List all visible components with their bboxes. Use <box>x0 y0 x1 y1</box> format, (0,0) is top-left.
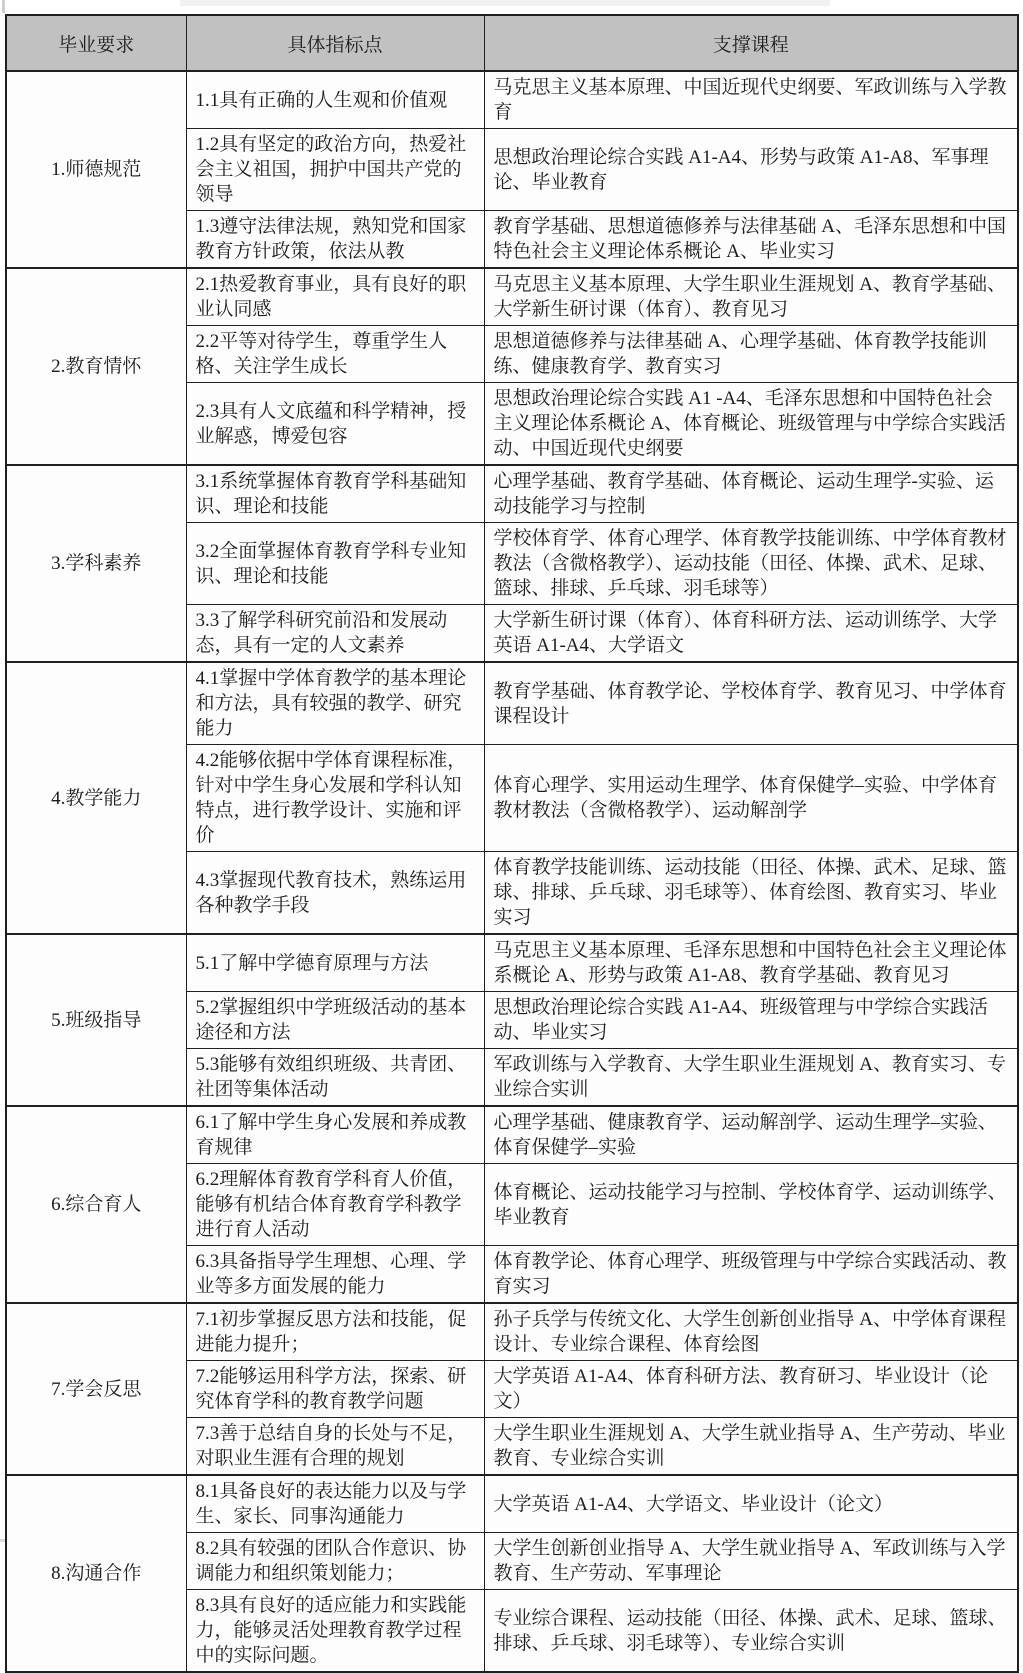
table-row <box>6 268 1018 326</box>
indicator-cell: 1.1具有正确的人生观和价值观 <box>186 71 484 129</box>
indicator-cell: 3.3了解学科研究前沿和发展动态，具有一定的人文素养 <box>186 605 484 663</box>
scan-artifact-left <box>2 0 5 13</box>
scan-artifact-top <box>180 0 830 6</box>
indicator-cell: 4.1掌握中学体育教学的基本理论和方法，具有较强的教学、研究能力 <box>186 662 484 745</box>
indicator-cell: 4.2能够依据中学体育课程标准，针对中学生身心发展和学科认知特点，进行教学设计、实施和评价 <box>186 745 484 852</box>
indicator-cell: 1.2具有坚定的政治方向，热爱社会主义祖国，拥护中国共产党的领导 <box>186 129 484 211</box>
indicator-cell: 7.2能够运用科学方法，探索、研究体育学科的教育教学问题 <box>186 1361 484 1418</box>
courses-cell: 体育心理学、实用运动生理学、体育保健学–实验、中学体育教材教法（含微格教学）、运动解剖学 <box>484 745 1018 852</box>
indicator-cell: 3.1系统掌握体育教育学科基础知识、理论和技能 <box>186 465 484 523</box>
courses-cell: 大学生创新创业指导 A、大学生就业指导 A、军政训练与入学教育、生产劳动、军事理论 <box>484 1533 1018 1590</box>
courses-cell: 专业综合课程、运动技能（田径、体操、武术、足球、篮球、排球、乒乓球、羽毛球等）、专业综合实训 <box>484 1590 1018 1673</box>
requirement-cell: 6.综合育人 <box>6 1106 186 1303</box>
indicator-cell: 5.3能够有效组织班级、共青团、社团等集体活动 <box>186 1049 484 1107</box>
courses-cell: 思想政治理论综合实践 A1 -A4、毛泽东思想和中国特色社会主义理论体系概论 A、体育概论、班级管理与中学综合实践活动、中国近现代史纲要 <box>484 383 1018 466</box>
indicator-cell: 5.1了解中学德育原理与方法 <box>186 934 484 992</box>
requirement-cell: 8.沟通合作 <box>6 1475 186 1672</box>
indicator-cell: 7.3善于总结自身的长处与不足，对职业生涯有合理的规划 <box>186 1418 484 1476</box>
table-row <box>6 1303 1018 1361</box>
header-cell-indicator: 具体指标点 <box>186 15 484 71</box>
courses-cell: 体育教学论、体育心理学、班级管理与中学综合实践活动、教育实习 <box>484 1246 1018 1304</box>
header-cell-requirement: 毕业要求 <box>6 15 186 71</box>
courses-cell: 教育学基础、体育教学论、学校体育学、教育见习、中学体育课程设计 <box>484 662 1018 745</box>
requirement-cell: 7.学会反思 <box>6 1303 186 1475</box>
indicator-cell: 1.3遵守法律法规，熟知党和国家教育方针政策，依法从教 <box>186 211 484 269</box>
table-row <box>6 1475 1018 1533</box>
requirement-cell: 2.教育情怀 <box>6 268 186 465</box>
header-row <box>6 15 1018 71</box>
requirement-cell: 5.班级指导 <box>6 934 186 1106</box>
table-body <box>6 71 1018 1672</box>
courses-cell: 教育学基础、思想道德修养与法律基础 A、毛泽东思想和中国特色社会主义理论体系概论 A、毕业实习 <box>484 211 1018 269</box>
indicator-cell: 3.2全面掌握体育教育学科专业知识、理论和技能 <box>186 523 484 605</box>
indicator-cell: 7.1初步掌握反思方法和技能，促进能力提升； <box>186 1303 484 1361</box>
courses-cell: 思想道德修养与法律基础 A、心理学基础、体育教学技能训练、健康教育学、教育实习 <box>484 326 1018 383</box>
indicator-cell: 8.2具有较强的团队合作意识、协调能力和组织策划能力； <box>186 1533 484 1590</box>
indicator-cell: 4.3掌握现代教育技术，熟练运用各种教学手段 <box>186 852 484 935</box>
graduation-requirements-table <box>5 14 1019 1673</box>
courses-cell: 马克思主义基本原理、毛泽东思想和中国特色社会主义理论体系概论 A、形势与政策 A1-A8、教育学基础、教育见习 <box>484 934 1018 992</box>
courses-cell: 大学生职业生涯规划 A、大学生就业指导 A、生产劳动、毕业教育、专业综合实训 <box>484 1418 1018 1476</box>
indicator-cell: 6.2理解体育教育学科育人价值，能够有机结合体育教育学科教学进行育人活动 <box>186 1164 484 1246</box>
courses-cell: 学校体育学、体育心理学、体育教学技能训练、中学体育教材教法（含微格教学）、运动技能（田径、体操、武术、足球、篮球、排球、乒乓球、羽毛球等） <box>484 523 1018 605</box>
courses-cell: 马克思主义基本原理、中国近现代史纲要、军政训练与入学教育 <box>484 71 1018 129</box>
courses-cell: 大学新生研讨课（体育）、体育科研方法、运动训练学、大学英语 A1-A4、大学语文 <box>484 605 1018 663</box>
table-row <box>6 1106 1018 1164</box>
table-row <box>6 465 1018 523</box>
courses-cell: 军政训练与入学教育、大学生职业生涯规划 A、教育实习、专业综合实训 <box>484 1049 1018 1107</box>
courses-cell: 孙子兵学与传统文化、大学生创新创业指导 A、中学体育课程设计、专业综合课程、体育绘图 <box>484 1303 1018 1361</box>
table-row <box>6 71 1018 129</box>
courses-cell: 思想政治理论综合实践 A1-A4、班级管理与中学综合实践活动、毕业实习 <box>484 992 1018 1049</box>
courses-cell: 思想政治理论综合实践 A1-A4、形势与政策 A1-A8、军事理论、毕业教育 <box>484 129 1018 211</box>
requirement-cell: 4.教学能力 <box>6 662 186 934</box>
requirement-cell: 1.师德规范 <box>6 71 186 268</box>
courses-cell: 心理学基础、教育学基础、体育概论、运动生理学-实验、运动技能学习与控制 <box>484 465 1018 523</box>
table-row <box>6 662 1018 745</box>
courses-cell: 大学英语 A1-A4、体育科研方法、教育研习、毕业设计（论文） <box>484 1361 1018 1418</box>
courses-cell: 马克思主义基本原理、大学生职业生涯规划 A、教育学基础、大学新生研讨课（体育）、教育见习 <box>484 268 1018 326</box>
courses-cell: 体育概论、运动技能学习与控制、学校体育学、运动训练学、毕业教育 <box>484 1164 1018 1246</box>
indicator-cell: 5.2掌握组织中学班级活动的基本途径和方法 <box>186 992 484 1049</box>
indicator-cell: 6.3具备指导学生理想、心理、学业等多方面发展的能力 <box>186 1246 484 1304</box>
header-cell-courses: 支撑课程 <box>484 15 1018 71</box>
indicator-cell: 8.1具备良好的表达能力以及与学生、家长、同事沟通能力 <box>186 1475 484 1533</box>
indicator-cell: 2.3具有人文底蕴和科学精神，授业解惑，博爱包容 <box>186 383 484 466</box>
courses-cell: 心理学基础、健康教育学、运动解剖学、运动生理学–实验、体育保健学–实验 <box>484 1106 1018 1164</box>
courses-cell: 体育教学技能训练、运动技能（田径、体操、武术、足球、篮球、排球、乒乓球、羽毛球等）、体育绘图、教育实习、毕业实习 <box>484 852 1018 935</box>
indicator-cell: 8.3具有良好的适应能力和实践能力，能够灵活处理教育教学过程中的实际问题。 <box>186 1590 484 1673</box>
requirement-cell: 3.学科素养 <box>6 465 186 662</box>
indicator-cell: 2.1热爱教育事业，具有良好的职业认同感 <box>186 268 484 326</box>
indicator-cell: 2.2平等对待学生，尊重学生人格、关注学生成长 <box>186 326 484 383</box>
indicator-cell: 6.1了解中学生身心发展和养成教育规律 <box>186 1106 484 1164</box>
table-row <box>6 934 1018 992</box>
table-header <box>6 15 1018 71</box>
courses-cell: 大学英语 A1-A4、大学语文、毕业设计（论文） <box>484 1475 1018 1533</box>
